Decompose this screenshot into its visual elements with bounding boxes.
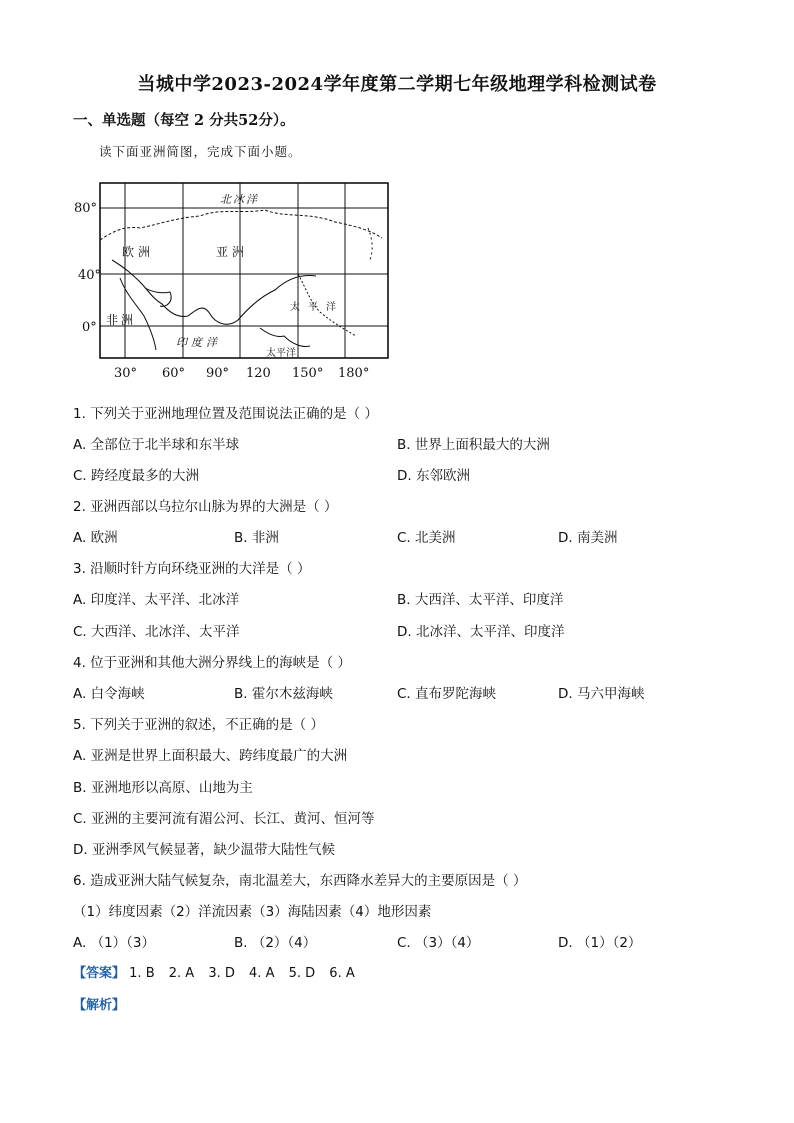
arabia-coast <box>145 288 171 306</box>
question-6-option-b[interactable]: B. （2）（4） <box>234 935 317 951</box>
answer-value: 4. A <box>249 966 275 981</box>
question-6-option-c[interactable]: C. （3）（4） <box>397 935 480 951</box>
lon-label: 60° <box>162 366 186 381</box>
lon-label: 120 <box>246 366 271 381</box>
answer-value: 1. B <box>129 966 155 981</box>
question-6-option-d[interactable]: D. （1）（2） <box>558 935 642 951</box>
lat-label: 80° <box>74 201 98 216</box>
answer-value: 6. A <box>329 966 355 981</box>
lat-label: 0° <box>82 320 97 335</box>
question-1-stem: 1. 下列关于亚洲地理位置及范围说法正确的是（ ） <box>73 406 378 422</box>
kamchatka-coast <box>368 228 372 260</box>
question-5-option-d[interactable]: D. 亚洲季风气候显著，缺少温带大陆性气候 <box>73 842 335 858</box>
intro-text: 读下面亚洲简图，完成下面小题。 <box>99 144 302 159</box>
answer-value: 2. A <box>168 966 195 981</box>
region-label-africa: 非洲 <box>106 313 137 327</box>
lon-label: 150° <box>292 366 324 381</box>
answer-tag: 【答案】 <box>73 966 126 981</box>
question-6-stem: 6. 造成亚洲大陆气候复杂，南北温差大，东西降水差异大的主要原因是（ ） <box>73 873 527 889</box>
question-5-option-a[interactable]: A. 亚洲是世界上面积最大、跨纬度最广的大洲 <box>73 748 348 764</box>
question-2-option-c[interactable]: C. 北美洲 <box>397 530 456 546</box>
region-label-asia: 亚洲 <box>216 245 249 259</box>
region-label-pacific-bottom: 太平洋 <box>266 348 296 359</box>
answer-value: 5. D <box>288 966 316 981</box>
analysis-tag: 【解析】 <box>73 998 126 1013</box>
question-3-option-b[interactable]: B. 大西洋、太平洋、印度洋 <box>397 592 564 608</box>
question-5-option-b[interactable]: B. 亚洲地形以高原、山地为主 <box>73 780 253 796</box>
asia-map-svg <box>70 178 400 383</box>
question-1-option-d[interactable]: D. 东邻欧洲 <box>397 468 470 484</box>
question-2-option-a[interactable]: A. 欧洲 <box>73 530 118 546</box>
answer-values <box>125 966 355 981</box>
question-2-stem: 2. 亚洲西部以乌拉尔山脉为界的大洲是（ ） <box>73 499 338 515</box>
question-1-option-b[interactable]: B. 世界上面积最大的大洲 <box>397 437 550 453</box>
question-5-option-c[interactable]: C. 亚洲的主要河流有湄公河、长江、黄河、恒河等 <box>73 811 375 827</box>
question-4-option-b[interactable]: B. 霍尔木兹海峡 <box>234 686 333 702</box>
question-4-option-c[interactable]: C. 直布罗陀海峡 <box>397 686 497 702</box>
question-5-stem: 5. 下列关于亚洲的叙述，不正确的是（ ） <box>73 717 324 733</box>
question-6-option-a[interactable]: A. （1）（3） <box>73 935 156 951</box>
region-label-arctic: 北冰洋 <box>220 193 259 206</box>
question-6-sub-text: （1）纬度因素（2）洋流因素（3）海陆因素（4）地形因素 <box>73 904 432 920</box>
question-2-option-b[interactable]: B. 非洲 <box>234 530 279 546</box>
exam-title: 当城中学2023-2024学年度第二学期七年级地理学科检测试卷 <box>137 74 657 95</box>
section-heading: 一、单选题（每空 2 分共52分）。 <box>73 112 295 129</box>
question-4-stem: 4. 位于亚洲和其他大洲分界线上的海峡是（ ） <box>73 655 351 671</box>
analysis-line <box>73 994 125 1013</box>
southeast-islands <box>260 328 310 347</box>
region-label-pacific: 太平洋 <box>290 302 344 313</box>
question-3-option-d[interactable]: D. 北冰洋、太平洋、印度洋 <box>397 624 565 640</box>
region-label-europe: 欧洲 <box>122 245 155 259</box>
answer-line <box>73 962 355 981</box>
asia-sketch-map <box>70 178 400 383</box>
lon-label: 90° <box>206 366 230 381</box>
question-3-stem: 3. 沿顺时针方向环绕亚洲的大洋是（ ） <box>73 561 311 577</box>
question-4-option-a[interactable]: A. 白令海峡 <box>73 686 145 702</box>
lon-label: 180° <box>338 366 370 381</box>
region-label-indian: 印度洋 <box>176 336 221 349</box>
answer-value: 3. D <box>208 966 235 981</box>
arctic-coastline <box>100 210 382 240</box>
question-1-option-c[interactable]: C. 跨经度最多的大洲 <box>73 468 200 484</box>
question-1-option-a[interactable]: A. 全部位于北半球和东半球 <box>73 437 240 453</box>
question-3-option-c[interactable]: C. 大西洋、北冰洋、太平洋 <box>73 624 240 640</box>
lat-label: 40° <box>78 268 102 283</box>
question-3-option-a[interactable]: A. 印度洋、太平洋、北冰洋 <box>73 592 240 608</box>
question-2-option-d[interactable]: D. 南美洲 <box>558 530 618 546</box>
lon-label: 30° <box>114 366 138 381</box>
question-4-option-d[interactable]: D. 马六甲海峡 <box>558 686 645 702</box>
